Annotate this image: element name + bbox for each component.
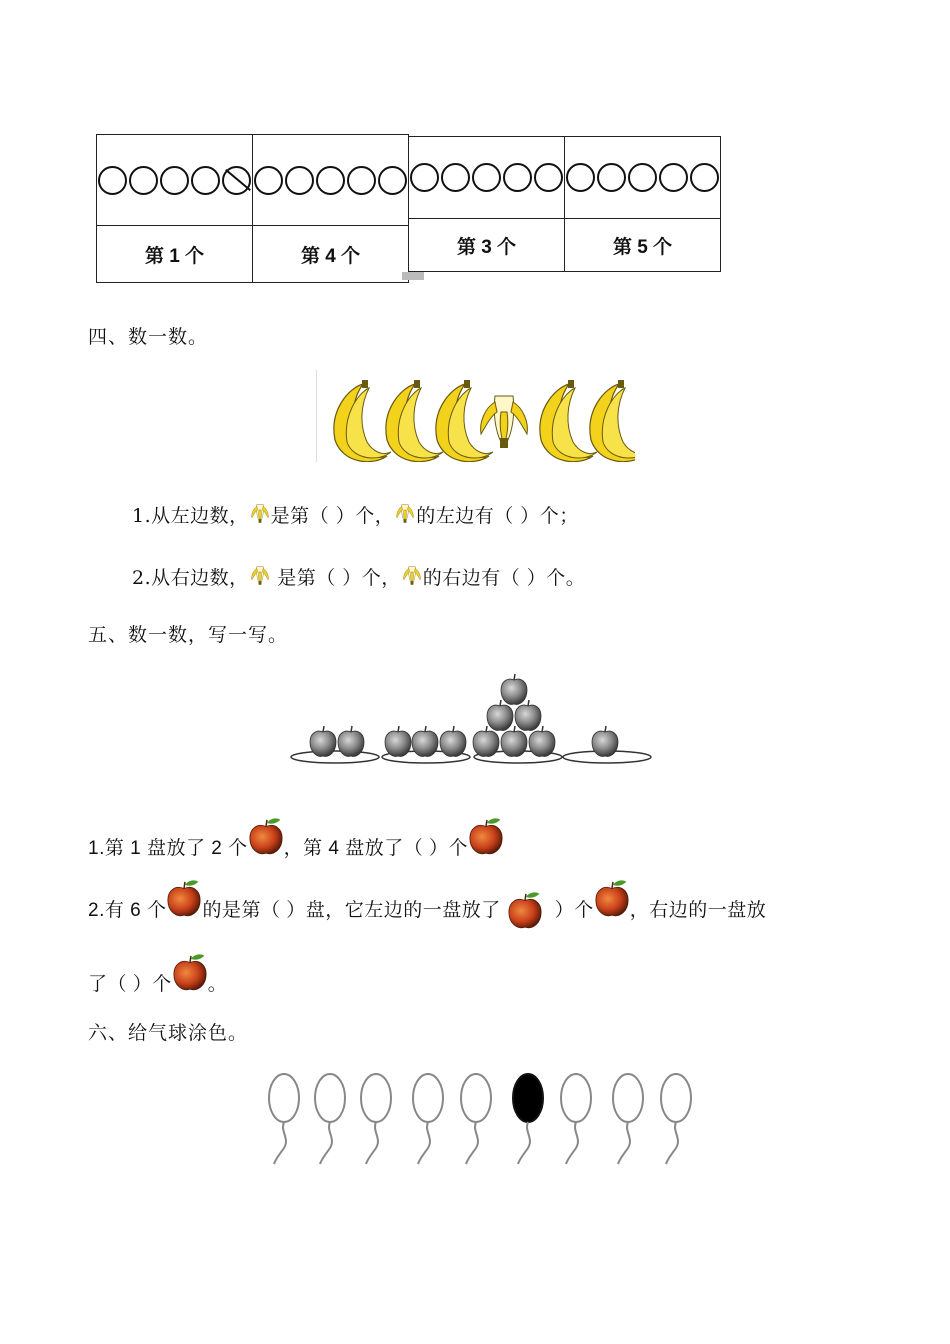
circles-table-right	[408, 136, 721, 272]
banana-icon	[540, 380, 597, 462]
circle-icon	[129, 166, 158, 195]
apple-icon	[501, 674, 527, 704]
question-text: 从左边数，	[151, 505, 249, 527]
position-label: 第 4 个	[253, 226, 409, 283]
balloon-icon	[413, 1074, 443, 1164]
balloons-image	[262, 1068, 702, 1166]
position-label: 第 1 个	[97, 226, 253, 283]
apple-plates-image	[290, 672, 652, 772]
circles-cell	[253, 135, 409, 226]
circle-icon	[316, 166, 345, 195]
table-resize-handle[interactable]	[402, 272, 424, 280]
balloon-icon	[561, 1074, 591, 1164]
circle-icon	[160, 166, 189, 195]
apple-icon	[385, 726, 411, 756]
question-5-1	[88, 818, 504, 860]
circle-icon	[254, 166, 283, 195]
circle-icon	[410, 163, 439, 192]
circle-icon	[98, 166, 127, 195]
balloon-icon	[315, 1074, 345, 1164]
question-text: ，右边的一盘放	[629, 900, 767, 921]
balloon-filled-icon	[513, 1074, 543, 1164]
circle-icon	[378, 166, 407, 195]
apple-icon	[501, 726, 527, 756]
apple-icon	[166, 880, 202, 918]
position-label: 第 5 个	[565, 219, 721, 272]
circle-icon	[659, 163, 688, 192]
apple-icon	[248, 818, 284, 856]
apple-icon	[468, 818, 504, 856]
circle-icon	[628, 163, 657, 192]
apple-icon	[515, 700, 541, 730]
question-text: 1.第 1 盘放了 2 个	[88, 838, 248, 859]
question-text: 。	[207, 974, 228, 995]
question-4-1	[132, 494, 579, 528]
peeled-banana-icon	[401, 556, 423, 588]
section-heading: 五、数一数，写一写。	[88, 624, 289, 646]
circle-icon	[690, 163, 719, 192]
question-5-2	[88, 880, 766, 930]
question-text: 的左边有（ ）个；	[416, 505, 579, 527]
circle-icon	[503, 163, 532, 192]
banana-row-image	[316, 370, 635, 462]
question-text: 了（ ）个	[88, 974, 172, 995]
question-text: 的右边有（ ）个。	[422, 567, 586, 589]
apple-icon	[172, 954, 208, 992]
circle-icon	[347, 166, 376, 195]
banana-icon	[334, 380, 391, 462]
question-text: 是第（ ）个，	[270, 567, 401, 589]
banana-icon	[386, 380, 443, 462]
peeled-banana-icon	[394, 494, 416, 526]
balloon-icon	[461, 1074, 491, 1164]
question-number: 2.	[132, 567, 152, 589]
circles-cell	[97, 135, 253, 226]
section-heading: 四、数一数。	[88, 326, 209, 348]
circle-icon	[285, 166, 314, 195]
circle-icon	[441, 163, 470, 192]
circle-icon	[472, 163, 501, 192]
apple-icon	[338, 726, 364, 756]
circle-icon	[534, 163, 563, 192]
circles-cell	[409, 137, 565, 219]
apple-icon	[487, 700, 513, 730]
balloon-icon	[361, 1074, 391, 1164]
circle-icon	[566, 163, 595, 192]
balloon-icon	[613, 1074, 643, 1164]
circle-icon	[191, 166, 220, 195]
question-text: ）个	[554, 900, 594, 921]
question-5-2-continued	[88, 954, 227, 996]
question-text: 从右边数，	[151, 567, 249, 589]
question-text: 的是第（ ）盘，它左边的一盘放了	[202, 900, 501, 921]
question-text: 2.有 6 个	[88, 900, 167, 921]
circles-cell	[565, 137, 721, 219]
circle-icon	[597, 163, 626, 192]
banana-icon	[590, 380, 635, 462]
apple-icon	[473, 726, 499, 756]
plate	[291, 751, 379, 763]
balloon-icon	[661, 1074, 691, 1164]
peeled-banana-icon	[249, 494, 271, 526]
position-label: 第 3 个	[409, 219, 565, 272]
apple-icon	[507, 892, 543, 930]
question-4-2	[132, 556, 585, 590]
peeled-banana-icon	[481, 396, 528, 448]
apple-icon	[592, 726, 618, 756]
circle-icon	[222, 166, 251, 195]
question-text: 是第（ ）个，	[270, 505, 395, 527]
circles-table-left	[96, 134, 409, 283]
apple-icon	[594, 880, 630, 918]
apple-icon	[310, 726, 336, 756]
section-heading: 六、给气球涂色。	[88, 1022, 249, 1044]
peeled-banana-icon	[249, 556, 271, 588]
balloon-icon	[269, 1074, 299, 1164]
question-number: 1.	[132, 505, 152, 527]
apple-icon	[440, 726, 466, 756]
apple-icon	[529, 726, 555, 756]
question-text: ，第 4 盘放了（ ）个	[283, 838, 469, 859]
apple-icon	[412, 726, 438, 756]
